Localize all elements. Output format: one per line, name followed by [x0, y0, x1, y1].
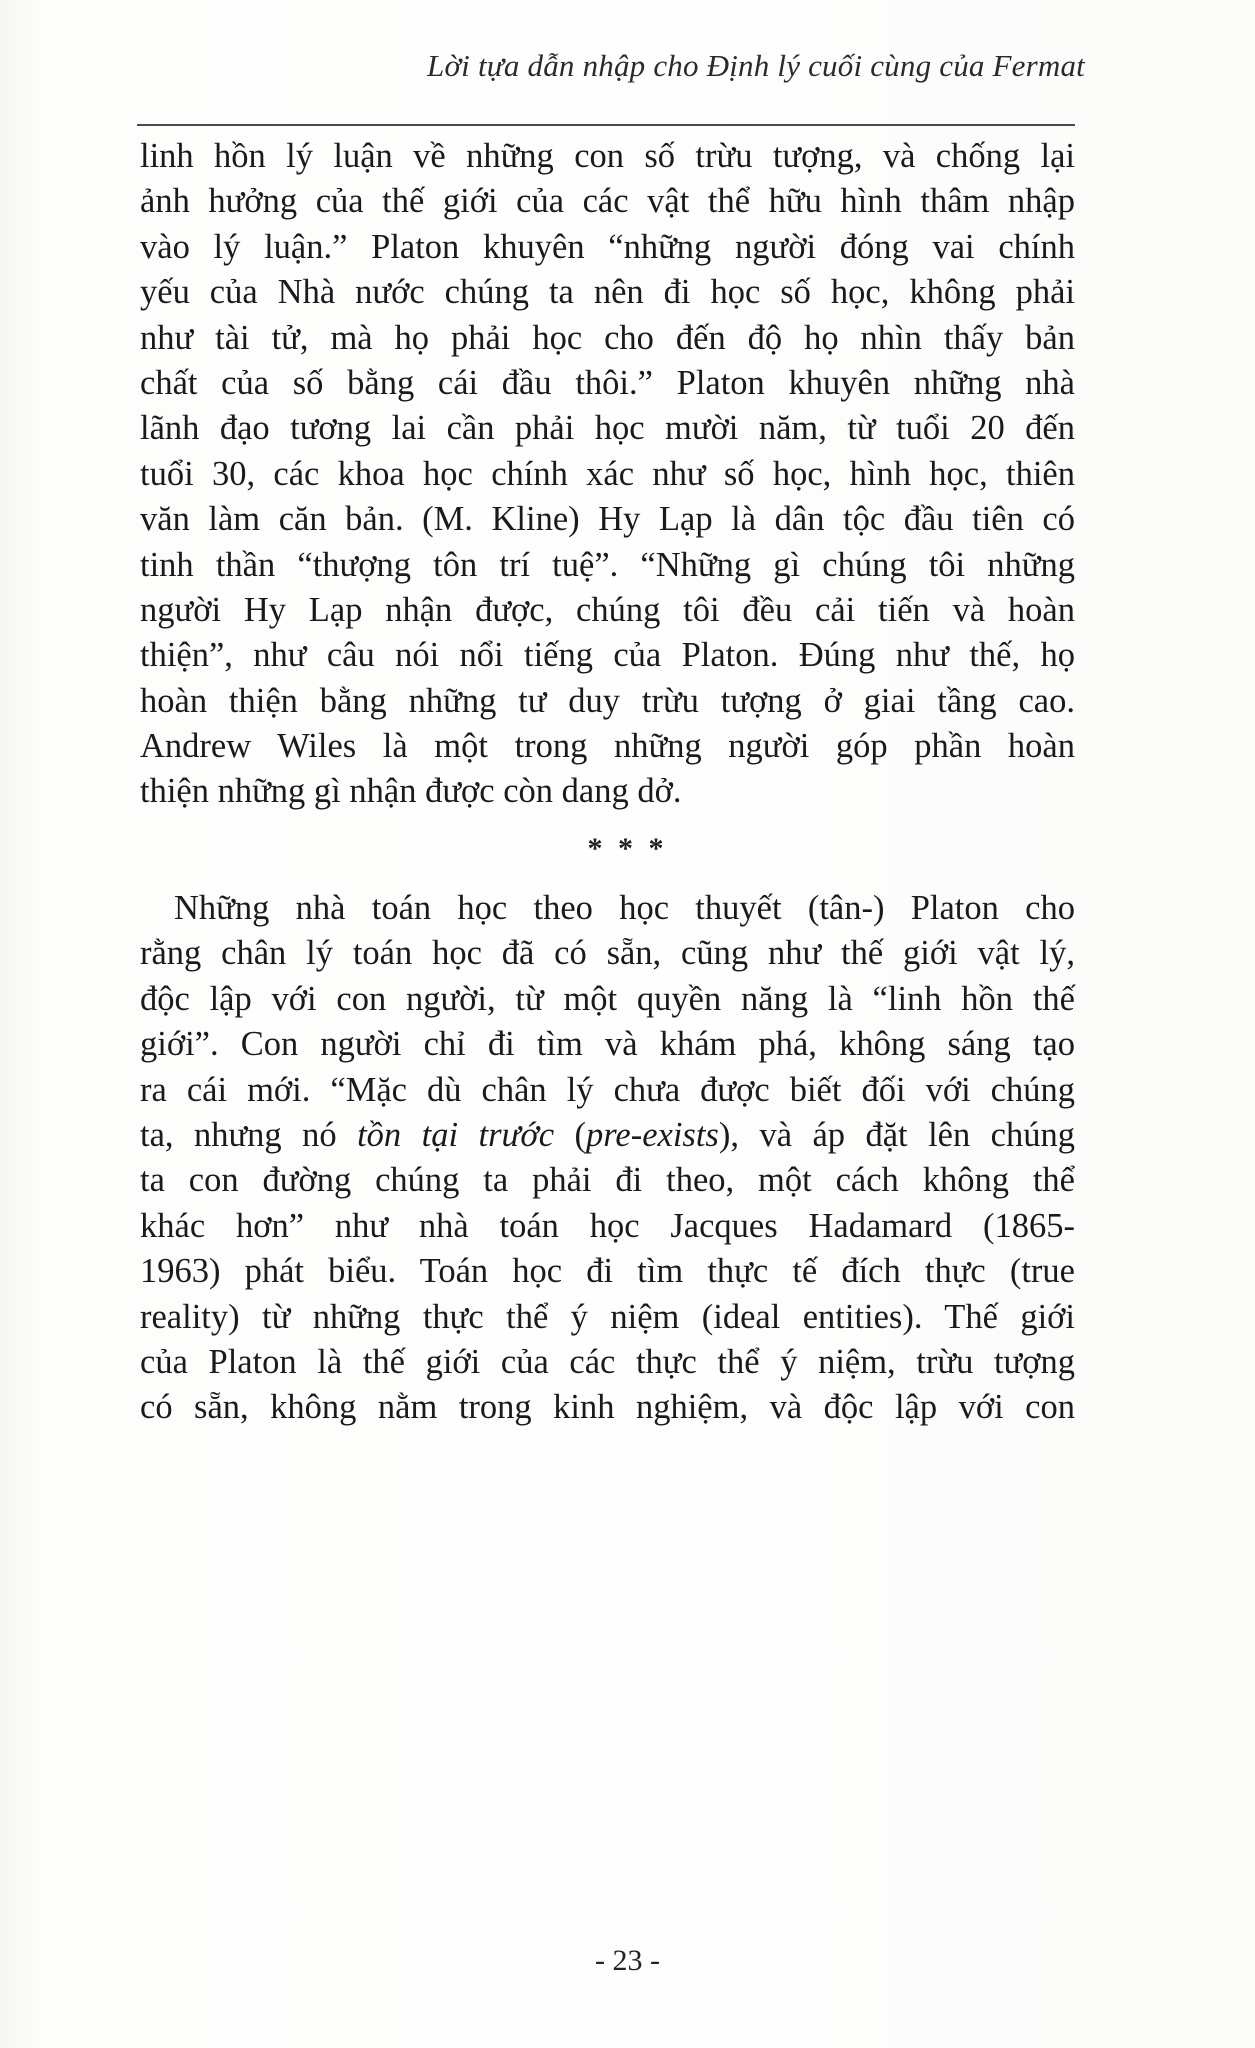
page-number: - 23 -: [595, 1944, 660, 1977]
text-line: linh hồn lý luận về những con số trừu tượng, và chống lại: [140, 137, 1075, 175]
text-line: yếu của Nhà nước chúng ta nên đi học số học, không phải: [140, 273, 1075, 312]
text-line: reality) từ những thực thể ý niệm (ideal entities). Thế giới: [140, 1297, 1075, 1336]
text-line: khác hơn” như nhà toán học Jacques Hadamard (1865-: [140, 1206, 1075, 1245]
text-line: chất của số bằng cái đầu thôi.” Platon khuyên những nhà: [140, 363, 1075, 402]
text-line: tinh thần “thượng tôn trí tuệ”. “Những gì chúng tôi những: [140, 545, 1075, 584]
text-line-with-italics: [140, 1113, 1075, 1158]
text-line: lãnh đạo tương lai cần phải học mười năm, từ tuổi 20 đến: [140, 409, 1075, 448]
text-line: văn làm căn bản. (M. Kline) Hy Lạp là dân tộc đầu tiên có: [140, 500, 1075, 539]
text-line: như tài tử, mà họ phải học cho đến độ họ nhìn thấy bản: [140, 318, 1075, 357]
paragraph-1: [140, 134, 1075, 815]
text-segment: (: [554, 1115, 587, 1154]
text-line: ta con đường chúng ta phải đi theo, một cách không thể: [140, 1161, 1075, 1200]
text-line: hoàn thiện bằng những tư duy trừu tượng ở giai tầng cao.: [140, 681, 1075, 720]
text-line: thiện những gì nhận được còn dang dở.: [140, 772, 682, 811]
text-line: 1963) phát biểu. Toán học đi tìm thực tế đích thực (true: [140, 1252, 1075, 1291]
text-line: ảnh hưởng của thế giới của các vật thể hữu hình thâm nhập: [140, 182, 1075, 221]
text-line: thiện”, như câu nói nổi tiếng của Platon. Đúng như thế, họ: [140, 636, 1075, 675]
section-separator: * * *: [587, 832, 668, 865]
text-line: ra cái mới. “Mặc dù chân lý chưa được biết đối với chúng: [140, 1070, 1075, 1109]
text-line: Andrew Wiles là một trong những người góp phần hoàn: [140, 727, 1075, 766]
text-line: tuổi 30, các khoa học chính xác như số học, hình học, thiên: [140, 454, 1075, 493]
paragraph-2: [140, 886, 1075, 1431]
italic-phrase: pre-exists: [586, 1115, 719, 1154]
text-line: độc lập với con người, từ một quyền năng là “linh hồn thế: [140, 979, 1075, 1018]
text-segment: ), và áp đặt lên chúng: [718, 1115, 1075, 1154]
text-segment: ta, nhưng nó: [140, 1115, 358, 1154]
text-line: rằng chân lý toán học đã có sẵn, cũng như thế giới vật lý,: [140, 934, 1075, 973]
text-line: giới”. Con người chỉ đi tìm và khám phá, không sáng tạo: [140, 1025, 1075, 1064]
text-line: vào lý luận.” Platon khuyên “những người đóng vai chính: [140, 227, 1075, 266]
text-line: của Platon là thế giới của các thực thể ý niệm, trừu tượng: [140, 1342, 1075, 1381]
italic-phrase: tồn tại trước: [357, 1115, 555, 1154]
text-line: Những nhà toán học theo học thuyết (tân-) Platon cho: [174, 889, 1075, 927]
text-line: có sẵn, không nằm trong kinh nghiệm, và độc lập với con: [140, 1388, 1075, 1427]
text-line: người Hy Lạp nhận được, chúng tôi đều cải tiến và hoàn: [140, 590, 1075, 629]
running-header-title: Lời tựa dẫn nhập cho Định lý cuối cùng của Fermat: [427, 48, 1085, 83]
header-divider: [137, 124, 1075, 126]
